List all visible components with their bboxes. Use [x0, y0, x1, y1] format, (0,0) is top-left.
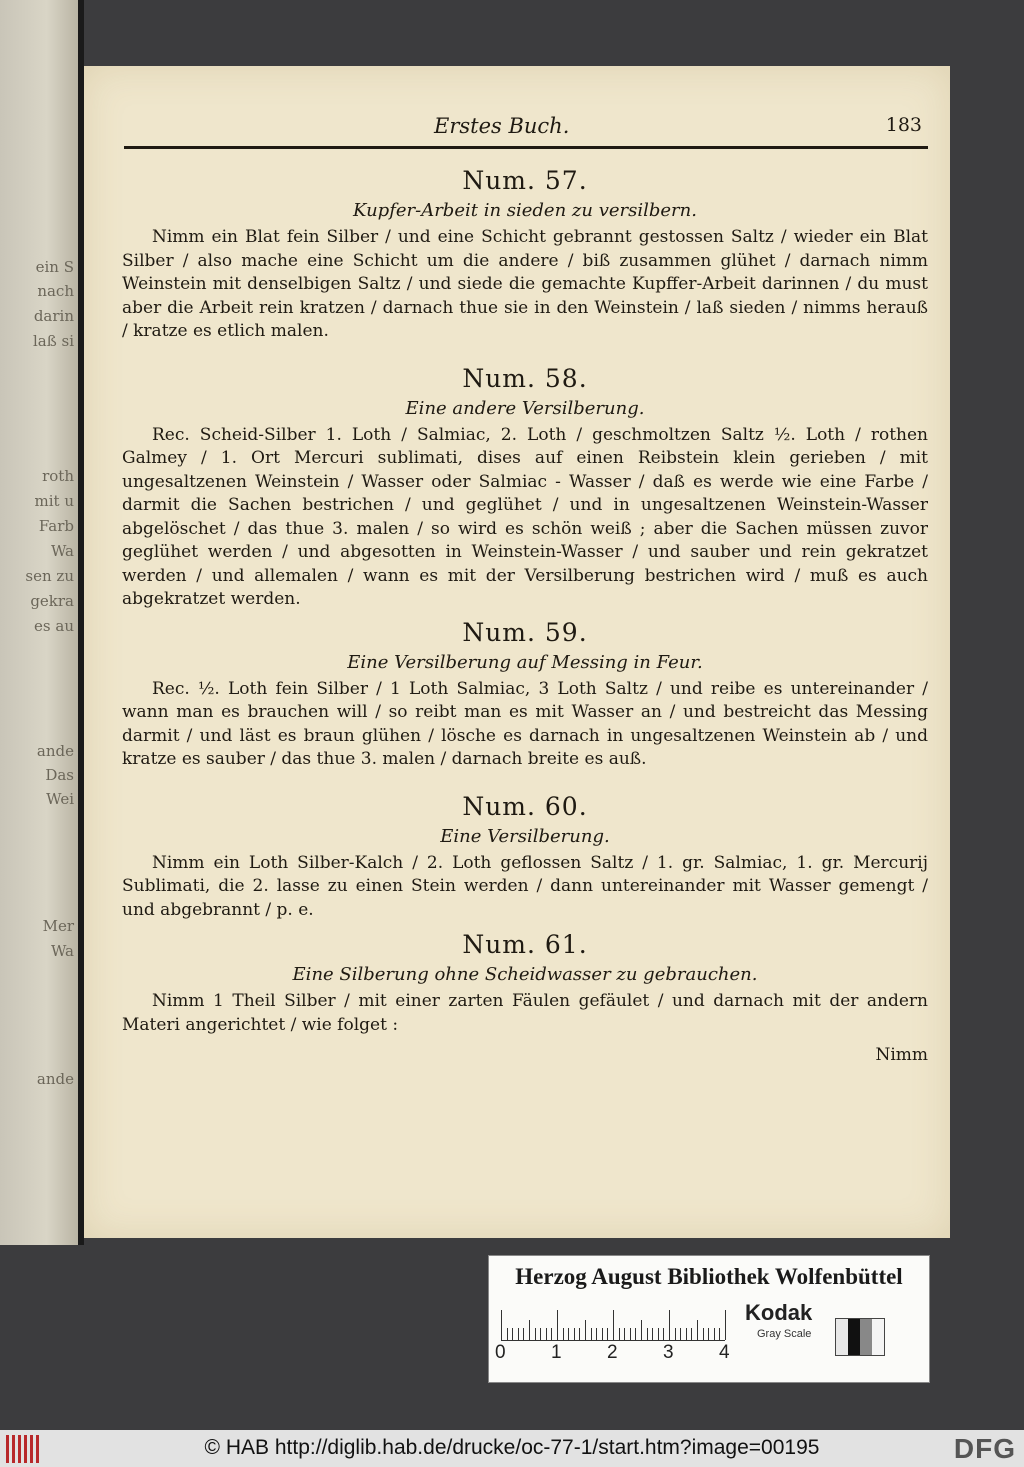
ruler-tick [557, 1310, 558, 1340]
ruler-tick [719, 1328, 720, 1340]
kodak-brand: Kodak [745, 1300, 813, 1325]
ruler-tick [585, 1320, 586, 1340]
copyright-url[interactable]: © HAB http://diglib.hab.de/drucke/oc-77-1/start.htm?image=00195 [204, 1436, 820, 1459]
ruler-tick [641, 1320, 642, 1340]
left-page-fragment: ande [36, 1070, 74, 1088]
ruler-tick [652, 1328, 653, 1340]
ruler-tick [518, 1328, 519, 1340]
ruler-number: 3 [663, 1342, 674, 1363]
left-page-fragment: ande [36, 742, 74, 760]
ruler-tick [596, 1328, 597, 1340]
ruler-tick [714, 1328, 715, 1340]
ruler-tick [725, 1310, 726, 1340]
left-page-fragment: ein S [35, 258, 74, 276]
previous-page-edge [0, 0, 78, 1245]
ruler-number: 2 [607, 1342, 618, 1363]
ruler-tick [507, 1328, 508, 1340]
section-text: Nimm 1 Theil Silber / mit einer zarten Fäulen gefäulet / und darnach mit der andern Materi angerichtet / wie folget : [122, 991, 928, 1035]
left-page-fragment: roth [42, 467, 74, 485]
running-head: Erstes Buch. [434, 114, 570, 138]
section-subtitle: Kupfer-Arbeit in sieden zu versilbern. [353, 200, 697, 221]
section-number: Num. 57. [462, 166, 588, 195]
section-text: Nimm ein Loth Silber-Kalch / 2. Loth geflossen Saltz / 1. gr. Salmiac, 1. gr. Mercurij Sublimati, die 2. lasse zu einen Stein werden / dann untereinander mit Wasser gemengt / und abgebrannt / p. e. [122, 852, 928, 920]
library-color-scale-label [488, 1255, 930, 1383]
ruler-tick [591, 1328, 592, 1340]
left-page-fragment: nach [37, 282, 74, 300]
ruler-tick [602, 1328, 603, 1340]
ruler-tick [697, 1320, 698, 1340]
ruler-tick [703, 1328, 704, 1340]
ruler-tick [540, 1328, 541, 1340]
section-58 [122, 362, 928, 612]
ruler-scale [501, 1306, 725, 1341]
ruler-tick [579, 1328, 580, 1340]
left-page-fragment: darin [33, 307, 74, 325]
ruler-tick [708, 1328, 709, 1340]
ruler-tick [663, 1328, 664, 1340]
section-subtitle: Eine Versilberung. [440, 825, 610, 847]
section-61 [122, 928, 928, 1037]
section-57 [122, 164, 928, 344]
ruler-tick [630, 1328, 631, 1340]
ruler-number: 4 [719, 1342, 730, 1363]
left-page-fragment: Mer [42, 917, 74, 935]
left-page-fragment: sen zu [25, 567, 74, 585]
section-number: Num. 61. [462, 930, 588, 959]
ruler-tick [613, 1310, 614, 1340]
header-rule [124, 146, 928, 149]
catchword: Nimm [875, 1045, 928, 1065]
ruler-tick [574, 1328, 575, 1340]
ruler-tick [529, 1320, 530, 1340]
gray-scale-caption: Gray Scale [757, 1328, 812, 1340]
section-subtitle: Eine andere Versilberung. [405, 397, 645, 419]
left-page-fragment: Wa [50, 542, 74, 560]
left-page-fragment: es au [34, 617, 74, 635]
ruler-tick [658, 1328, 659, 1340]
left-page-fragment: Wa [50, 942, 74, 960]
page-header [124, 114, 922, 148]
section-text: Rec. Scheid-Silber 1. Loth / Salmiac, 2. Loth / geschmoltzen Saltz ½. Loth / rothen Galmey / 1. Ort Mercuri sublimati, dises auf einen Reibstein klein gerieben / mit ungesaltzenen Weinstein / Wasser oder Salmiac - Wasser / daß es werde wie eine Farbe / darmit die Sachen bestrichen / und geglühet / und in ungesaltzenen Weinstein-Wasser abgelöschet / das thue 3. malen / so wird es schön weiß ; aber die Sachen müssen zuvor geglühet werden / und abgesotten in Weinstein-Wasser / und sauber und rein gekratzet werden / und allemalen / wann es mit der Versilberung bestrichen wird / muß es auch abgekratzet werden. [122, 424, 928, 609]
ruler-tick [563, 1328, 564, 1340]
section-subtitle: Eine Silberung ohne Scheidwasser zu gebrauchen. [292, 964, 758, 985]
ruler-tick [607, 1328, 608, 1340]
ruler-tick [535, 1328, 536, 1340]
page-content [122, 162, 928, 1065]
section-60 [122, 790, 928, 923]
footer-bar [0, 1430, 1024, 1467]
left-page-fragment: Wei [46, 790, 74, 808]
ruler-tick [619, 1328, 620, 1340]
ruler-tick [635, 1328, 636, 1340]
ruler-number: 1 [551, 1342, 562, 1363]
ruler-tick [686, 1328, 687, 1340]
ruler-tick [546, 1328, 547, 1340]
ruler-tick [551, 1328, 552, 1340]
book-page [84, 66, 950, 1238]
section-subtitle: Eine Versilberung auf Messing in Feur. [347, 651, 703, 673]
dfg-logo: DFG [953, 1433, 1016, 1464]
ruler-tick [669, 1310, 670, 1340]
ruler-tick [624, 1328, 625, 1340]
library-title: Herzog August Bibliothek Wolfenbüttel [515, 1264, 903, 1289]
left-page-fragment: Farb [38, 517, 74, 535]
section-text: Rec. ½. Loth fein Silber / 1 Loth Salmiac, 3 Loth Saltz / und reibe es untereinander / wann man es brauchen will / so reibt man es mit Wasser an / und bestreicht das Messing darmit / und läst es braun glühen / lösche es darnach in ungesaltzenen Weinstein ab / und kratze es sauber / das thue 3. malen / darnach breite es auß. [122, 678, 928, 769]
left-page-fragment: gekra [30, 592, 74, 610]
page-number: 183 [885, 114, 922, 136]
ruler-tick [680, 1328, 681, 1340]
section-number: Num. 60. [462, 791, 588, 821]
ruler-tick [691, 1328, 692, 1340]
ruler-tick [512, 1328, 513, 1340]
ruler-tick [523, 1328, 524, 1340]
section-text: Nimm ein Blat fein Silber / und eine Schicht gebrannt gestossen Saltz / wieder ein Blat Silber / also mache eine Schicht um die andere / biß zusammen glühet / darnach nimm Weinstein mit denselbigen Saltz / und siede die gemachte Kupffer-Arbeit darinnen / du must aber die Arbeit rein kratzen / darnach thue sie in den Weinstein / laß sieden / nimms herauß / kratze es etlich malen. [122, 227, 928, 341]
section-59 [122, 616, 928, 772]
ruler-tick [675, 1328, 676, 1340]
left-page-fragment: mit u [34, 492, 74, 510]
ruler-tick [568, 1328, 569, 1340]
gray-swatches [835, 1318, 885, 1356]
section-number: Num. 59. [462, 617, 588, 647]
ruler-number: 0 [495, 1342, 506, 1363]
ruler-tick [501, 1310, 502, 1340]
section-number: Num. 58. [462, 363, 588, 393]
left-page-fragment: Das [45, 766, 74, 784]
left-page-fragment: laß si [32, 332, 74, 350]
ruler-tick [647, 1328, 648, 1340]
